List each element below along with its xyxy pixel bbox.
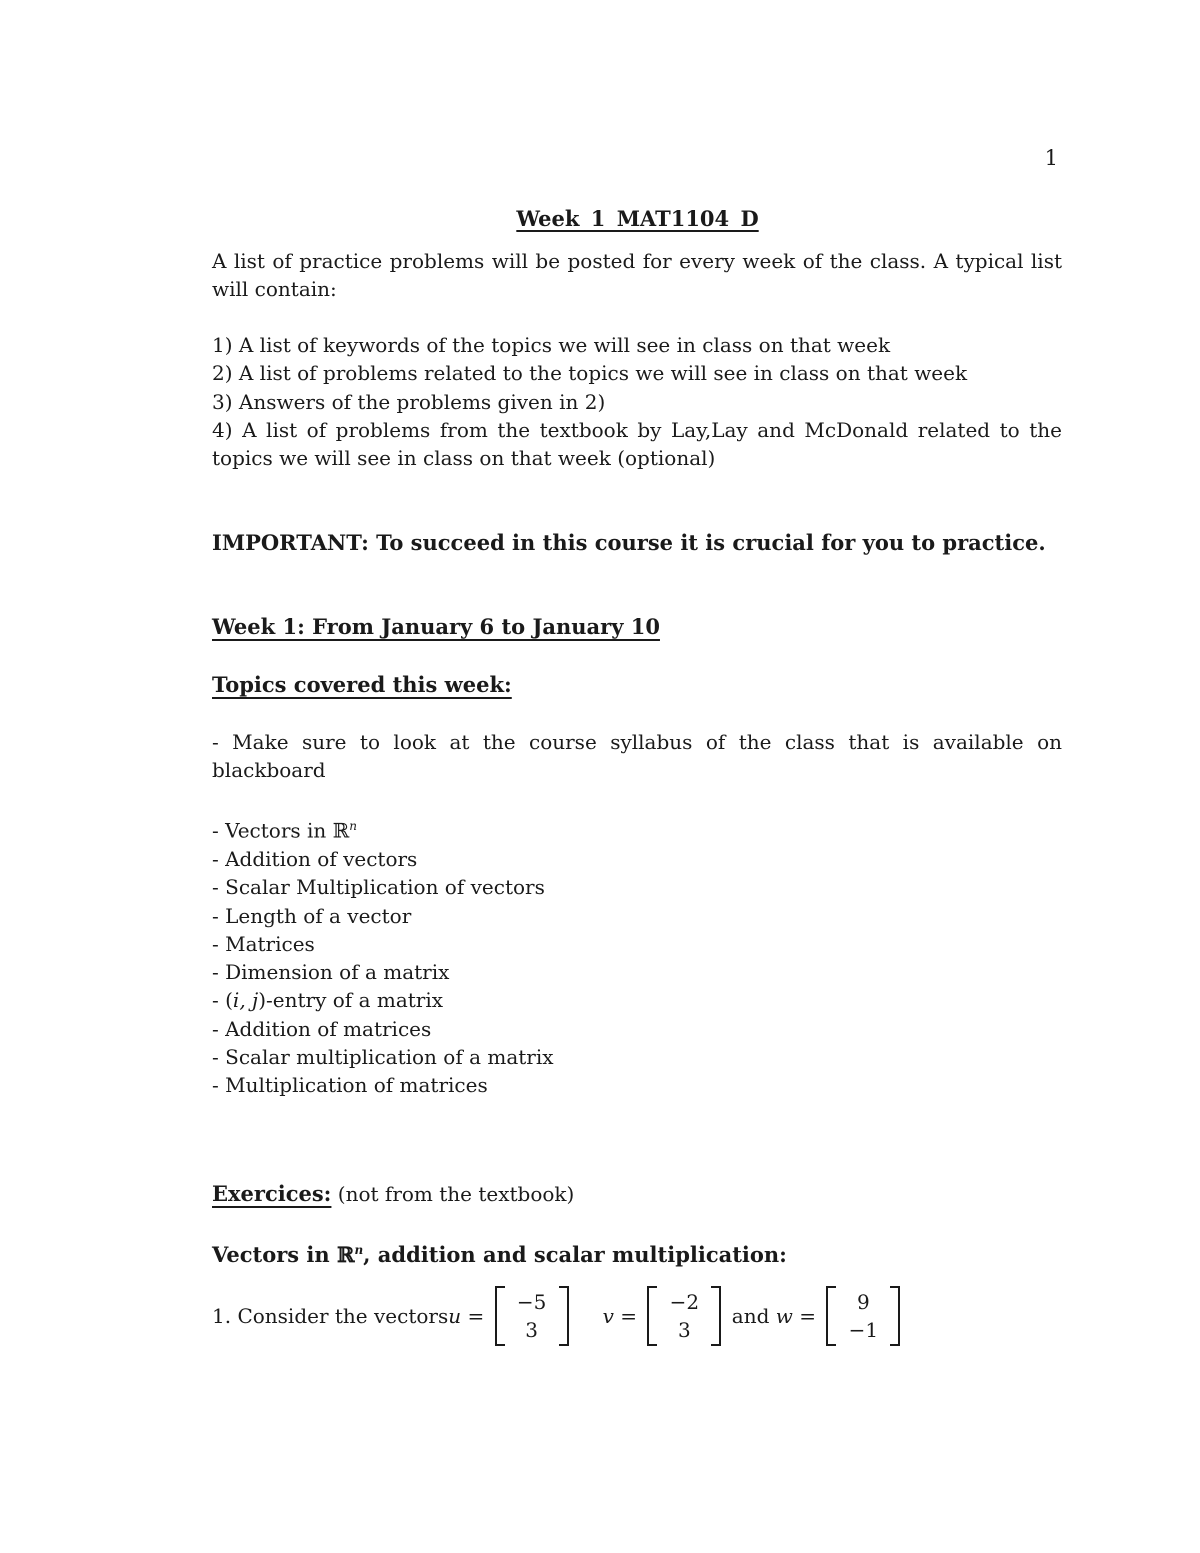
list-item-text: - ( [212, 988, 233, 1013]
list-item: - Scalar Multiplication of vectors [212, 875, 545, 900]
document-title [0, 206, 1200, 231]
exercises-label: Exercices: [212, 1181, 332, 1206]
vector-w-entries [836, 1286, 890, 1346]
list-item-text: )-entry of a matrix [258, 988, 444, 1013]
left-bracket [826, 1286, 836, 1346]
exercises-heading [212, 1180, 1062, 1208]
page-number: 1 [1044, 146, 1058, 170]
list-item: 3) Answers of the problems given in 2) [212, 389, 606, 414]
list-item: - Addition of matrices [212, 1016, 432, 1041]
left-bracket [495, 1286, 505, 1346]
right-bracket [711, 1286, 721, 1346]
real-numbers-symbol: ℝ [332, 818, 350, 843]
vector-name-v: v [602, 1304, 614, 1328]
entry-index-math: i, j [232, 988, 259, 1013]
real-numbers-symbol: ℝ [336, 1242, 355, 1267]
list-item: - Scalar multiplication of a matrix [212, 1045, 554, 1070]
contents-list [212, 331, 1062, 472]
problem-lead: 1. Consider the vectors [212, 1304, 449, 1328]
topics-heading-text: Topics covered this week: [212, 672, 512, 697]
exponent: n [354, 1243, 364, 1257]
equals-sign: = [792, 1304, 823, 1328]
syllabus-note: - Make sure to look at the course syllabus of the class that is available on blackboard [212, 730, 1062, 783]
list-item [212, 986, 1062, 1014]
list-item: - Multiplication of matrices [212, 1073, 488, 1098]
list-item-text: - Vectors in [212, 818, 333, 843]
vector-v-entries [657, 1286, 711, 1346]
exercises-note: (not from the textbook) [331, 1182, 575, 1206]
vector-name-w: w [775, 1304, 793, 1328]
list-item: - Dimension of a matrix [212, 960, 450, 985]
vector-u-entries [505, 1286, 559, 1346]
week-heading-text: Week 1: From January 6 to January 10 [212, 614, 660, 639]
vector-entry: 3 [525, 1318, 538, 1342]
vector-entry: −1 [848, 1318, 879, 1342]
vector-entry: −5 [516, 1290, 547, 1314]
list-item: 1) A list of keywords of the topics we will see in class on that week [212, 333, 891, 357]
document-title-text: Week 1 MAT1104 D [516, 206, 759, 231]
vector-name-u: u [448, 1304, 462, 1328]
right-bracket [890, 1286, 900, 1346]
vector-u [495, 1286, 569, 1346]
vectors-heading-suffix: , addition and scalar multiplication: [363, 1242, 787, 1267]
intro-paragraph: A list of practice problems will be posted for every week of the class. A typical list will contain: [212, 249, 1062, 302]
topics-list [212, 812, 1062, 1100]
exponent: n [349, 819, 358, 833]
problem-1 [212, 1284, 904, 1348]
topics-heading [212, 671, 1062, 699]
equals-sign: = [613, 1304, 644, 1328]
list-item: 4) A list of problems from the textbook by Lay,Lay and McDonald related to the topics we will see in class on that week (optional) [212, 417, 1062, 471]
vector-entry: −2 [669, 1290, 700, 1314]
vector-w [826, 1286, 900, 1346]
list-item [212, 812, 1062, 845]
list-item: 2) A list of problems related to the topics we will see in class on that week [212, 361, 968, 386]
right-bracket [559, 1286, 569, 1346]
important-note: IMPORTANT: To succeed in this course it is crucial for you to practice. [212, 530, 1046, 555]
and-text: and [725, 1304, 776, 1328]
left-bracket [647, 1286, 657, 1346]
vector-v [647, 1286, 721, 1346]
vector-entry: 3 [678, 1318, 691, 1342]
list-item: - Matrices [212, 931, 315, 956]
vectors-heading-prefix: Vectors in [212, 1242, 337, 1267]
week-heading [212, 613, 1062, 641]
equals-sign: = [461, 1304, 491, 1328]
vectors-heading [212, 1236, 1062, 1269]
vector-entry: 9 [856, 1290, 870, 1314]
list-item: - Addition of vectors [212, 846, 418, 871]
list-item: - Length of a vector [212, 903, 412, 928]
